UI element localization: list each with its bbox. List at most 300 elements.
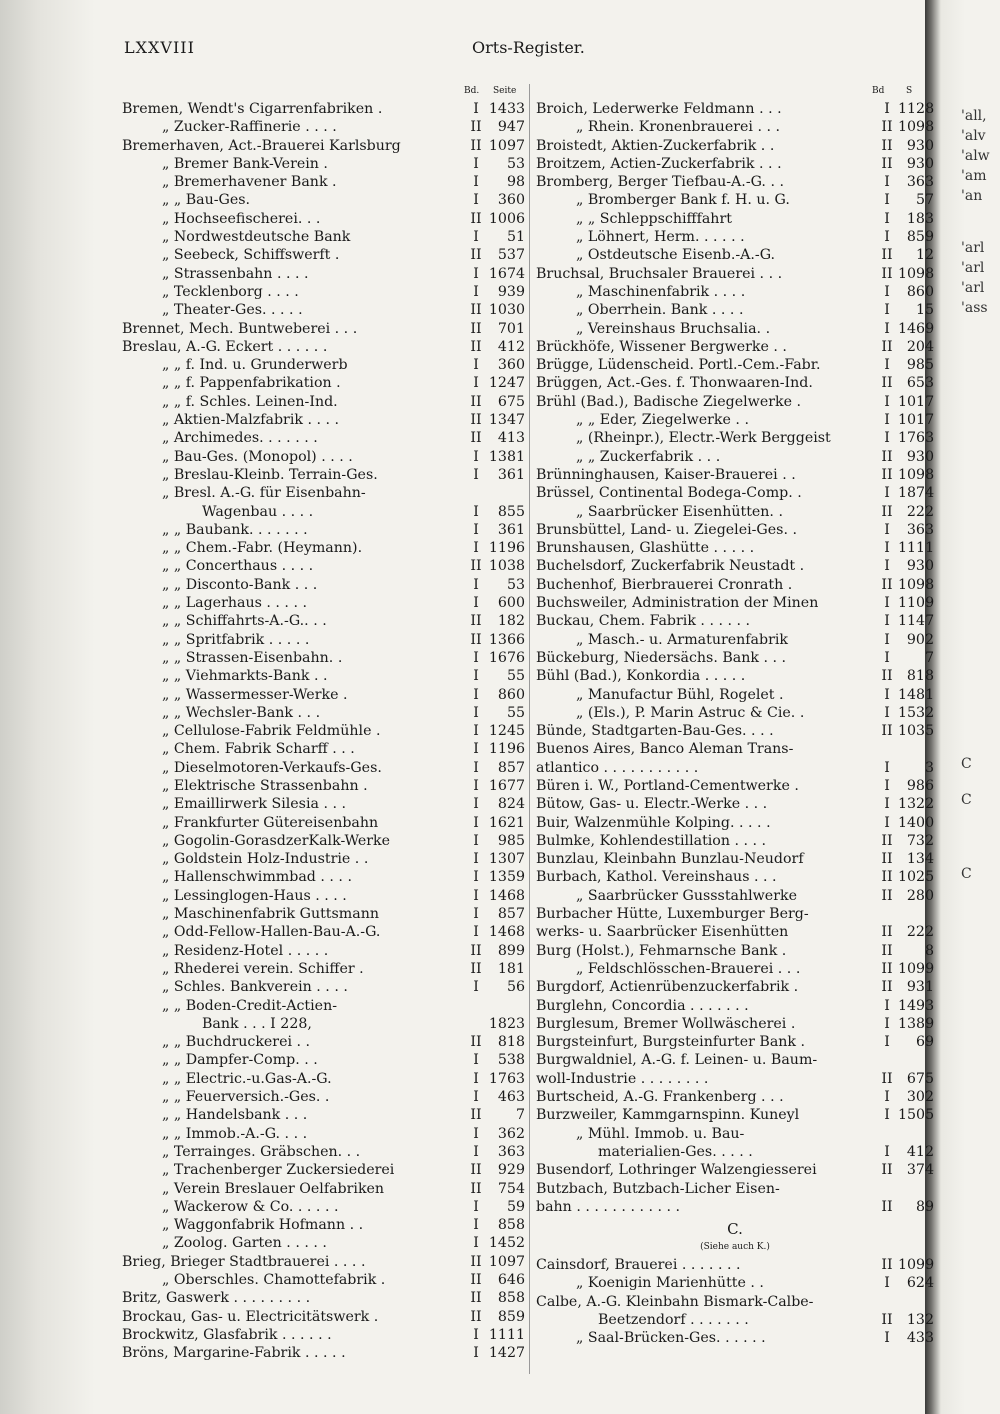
entry-volume: I <box>884 1107 890 1124</box>
facing-page-fragment: 'arl <box>961 240 985 256</box>
index-entry <box>122 1308 525 1326</box>
index-entry <box>122 594 525 612</box>
index-entry <box>536 374 934 392</box>
entry-volume: II <box>881 851 893 868</box>
entry-page: 56 <box>506 979 525 996</box>
index-entry <box>536 356 934 374</box>
entry-name: „ Rhein. Kronenbrauerei . . . <box>576 119 780 136</box>
entry-name: „ „ Lagerhaus . . . . . <box>162 595 307 612</box>
index-entry <box>536 667 934 685</box>
entry-name: „ „ Schiffahrts-A.-G.. . . <box>162 613 327 630</box>
entry-name: „ Bromberger Bank f. H. u. G. <box>576 192 790 209</box>
index-entry <box>122 1216 525 1234</box>
entry-volume: I <box>884 649 890 666</box>
entry-page: 1676 <box>488 649 525 666</box>
entry-page: 463 <box>497 1089 525 1106</box>
entry-name: Broitzem, Actien-Zuckerfabrik . . . <box>536 155 782 172</box>
index-entry <box>122 759 525 777</box>
index-entry <box>536 557 934 575</box>
entry-name: Burgwaldniel, A.-G. f. Leinen- u. Baum- <box>536 1052 818 1069</box>
index-entry <box>122 777 525 795</box>
entry-page: 1677 <box>488 777 525 794</box>
entry-name: „ Lessinglogen-Haus . . . . <box>162 887 347 904</box>
left-margin-shadow <box>0 0 95 1414</box>
entry-volume: II <box>470 1162 482 1179</box>
entry-page: 1366 <box>488 631 525 648</box>
entry-page: 1763 <box>898 430 935 447</box>
entry-name: „ „ Immob.-A.-G. . . . <box>162 1125 308 1142</box>
entry-name: Bruchsal, Bruchsaler Brauerei . . . <box>536 265 783 282</box>
entry-name: Breslau, A.-G. Eckert . . . . . . <box>122 338 328 355</box>
entry-page: 132 <box>906 1312 934 1328</box>
bd-header: Bd. <box>464 86 480 96</box>
seite-header-right: S <box>906 86 913 96</box>
index-entry <box>122 1070 525 1088</box>
entry-volume: I <box>473 704 479 721</box>
entry-page: 859 <box>497 1308 525 1325</box>
entry-page: 1347 <box>488 412 525 429</box>
index-entry <box>536 1088 934 1106</box>
index-entry <box>122 429 525 447</box>
entry-page: 3 <box>924 759 934 776</box>
entry-volume: II <box>470 960 482 977</box>
entry-volume: I <box>473 101 479 117</box>
entry-name: Buchenhof, Bierbrauerei Cronrath . <box>536 576 793 593</box>
index-entry <box>536 539 934 557</box>
facing-page-fragment: C <box>961 866 972 882</box>
entry-page: 1245 <box>488 723 525 740</box>
entry-name: Britz, Gaswerk . . . . . . . . . <box>122 1290 311 1307</box>
facing-page-edge <box>925 0 1000 1414</box>
index-entry <box>122 1125 525 1143</box>
bd-header-right: Bd <box>872 86 885 96</box>
entry-name: bahn . . . . . . . . . . . . <box>536 1198 681 1215</box>
entry-name: „ (Rheinpr.), Electr.-Werk Berggeist <box>576 430 831 447</box>
entry-name: „ Saarbrücker Eisenhütten. . <box>576 503 783 520</box>
entry-volume: II <box>881 137 893 154</box>
entry-volume: II <box>470 137 482 154</box>
entry-volume: I <box>473 777 479 794</box>
index-entry <box>122 320 525 338</box>
entry-volume: II <box>470 119 482 136</box>
index-entry <box>536 1256 934 1274</box>
entry-volume: II <box>470 1272 482 1288</box>
entry-page: 134 <box>906 851 934 868</box>
index-entry <box>536 795 934 813</box>
entry-name: „ Zucker-Raffinerie . . . . <box>162 119 337 136</box>
entry-page: 1111 <box>488 1326 525 1343</box>
index-entry <box>122 539 525 557</box>
entry-page: 824 <box>497 796 525 813</box>
entry-page: 754 <box>497 1180 525 1197</box>
entry-page: 818 <box>906 668 934 685</box>
index-entry <box>536 942 934 960</box>
entry-volume: II <box>470 942 482 959</box>
left-column <box>122 82 525 1362</box>
entry-volume: I <box>473 357 479 374</box>
entry-name: „ „ Electric.-u.Gas-A.-G. <box>162 1070 332 1087</box>
entry-volume: I <box>473 283 479 300</box>
index-entry <box>536 191 934 209</box>
entry-page: 857 <box>497 906 525 923</box>
entry-name: „ „ f. Schles. Leinen-Ind. <box>162 393 338 410</box>
entry-volume: II <box>881 960 893 977</box>
index-entry <box>536 923 934 941</box>
index-entry <box>122 557 525 575</box>
entry-name: „ Oberrhein. Bank . . . . <box>576 302 744 319</box>
index-entry <box>536 1180 934 1198</box>
entry-page: 1111 <box>898 540 935 557</box>
entry-page: 181 <box>497 960 525 977</box>
index-entry <box>122 1180 525 1198</box>
entry-volume: I <box>473 375 479 392</box>
entry-name: „ „ Disconto-Bank . . . <box>162 576 318 593</box>
entry-volume: I <box>884 320 890 337</box>
entry-volume: II <box>881 832 893 849</box>
entry-page: 360 <box>497 357 525 374</box>
entry-volume: I <box>473 576 479 593</box>
entry-name: „ „ Viehmarkts-Bank . . <box>162 668 328 685</box>
index-entry <box>122 887 525 905</box>
entry-page: 12 <box>915 247 934 264</box>
facing-page-fragment: 'arl <box>961 260 985 276</box>
index-entry <box>122 814 525 832</box>
entry-name: „ „ Baubank. . . . . . . <box>162 521 308 538</box>
entry-page: 732 <box>906 832 934 849</box>
column-divider <box>529 84 530 1374</box>
index-entry <box>536 1274 934 1292</box>
entry-volume: II <box>881 466 893 483</box>
index-entry <box>122 283 525 301</box>
entry-name: Burbach, Kathol. Vereinshaus . . . <box>536 869 777 886</box>
entry-volume: I <box>473 832 479 849</box>
index-entry <box>122 155 525 173</box>
entry-volume: II <box>470 558 482 575</box>
entry-page: 857 <box>497 759 525 776</box>
entry-volume: I <box>884 1330 890 1347</box>
entry-volume: I <box>473 723 479 740</box>
entry-name: Buenos Aires, Banco Aleman Trans- <box>536 741 794 758</box>
index-entry <box>536 283 934 301</box>
entry-page: 858 <box>497 1217 525 1234</box>
entry-page: 1505 <box>898 1107 935 1124</box>
entry-page: 1823 <box>488 1015 525 1032</box>
entry-name: „ „ Concerthaus . . . . <box>162 558 314 575</box>
entry-name: Brockau, Gas- u. Electricitätswerk . <box>122 1308 379 1325</box>
entry-name: „ Feldschlösschen-Brauerei . . . <box>576 960 801 977</box>
index-entry <box>122 521 525 539</box>
entry-page: 930 <box>906 448 934 465</box>
entry-volume: II <box>881 576 893 593</box>
entry-name: Brüggen, Act.-Ges. f. Thonwaaren-Ind. <box>536 375 813 392</box>
seite-header: Seite <box>493 86 517 96</box>
entry-page: 859 <box>906 229 934 246</box>
index-entry <box>536 301 934 319</box>
index-entry <box>536 118 934 136</box>
left-column-header <box>122 82 525 100</box>
entry-volume: I <box>884 777 890 794</box>
entry-page: 1469 <box>898 320 935 337</box>
entry-page: 1674 <box>488 265 525 282</box>
index-entry <box>536 411 934 429</box>
index-entry <box>122 1106 525 1124</box>
entry-name: „ „ Boden-Credit-Actien- <box>162 997 338 1014</box>
entry-page: 1468 <box>488 924 525 941</box>
entry-name: Burgdorf, Actienrübenzuckerfabrik . <box>536 979 799 996</box>
entry-page: 855 <box>497 503 525 520</box>
page-number: LXXVIII <box>124 38 195 57</box>
index-entry <box>122 850 525 868</box>
index-entry <box>122 1326 525 1344</box>
entry-volume: I <box>884 357 890 374</box>
entry-volume: II <box>470 1308 482 1325</box>
index-entry <box>122 503 525 521</box>
entry-volume: II <box>881 375 893 392</box>
entry-page: 1196 <box>488 741 525 758</box>
entry-name: „ Terrainges. Gräbschen. . . <box>162 1143 361 1160</box>
entry-volume: I <box>884 997 890 1014</box>
entry-page: 1025 <box>898 869 935 886</box>
entry-name: „ Bremerhavener Bank . <box>162 174 337 191</box>
entry-page: 1874 <box>898 485 935 502</box>
entry-page: 8 <box>924 942 934 959</box>
entry-page: 302 <box>906 1089 934 1106</box>
entry-page: 53 <box>506 576 525 593</box>
entry-page: 1017 <box>898 393 935 410</box>
entry-name: „ Bremer Bank-Verein . <box>162 155 328 172</box>
entry-volume: I <box>473 174 479 191</box>
entry-volume: II <box>470 1180 482 1197</box>
facing-page-fragment: C <box>961 756 972 772</box>
entry-page: 363 <box>906 521 934 538</box>
entry-volume: I <box>473 1143 479 1160</box>
entry-volume: II <box>470 1034 482 1051</box>
index-entry <box>122 997 525 1015</box>
entry-volume: I <box>884 631 890 648</box>
entry-volume: II <box>470 1107 482 1124</box>
index-entry <box>122 1051 525 1069</box>
entry-page: 7 <box>515 1107 525 1124</box>
entry-name: Brieg, Brieger Stadtbrauerei . . . . <box>122 1253 366 1270</box>
index-entry <box>536 960 934 978</box>
entry-volume: II <box>881 887 893 904</box>
entry-volume: I <box>473 741 479 758</box>
entry-volume: II <box>881 1198 893 1215</box>
entry-name: „ „ Wassermesser-Werke . <box>162 686 348 703</box>
entry-name: „ Archimedes. . . . . . . <box>162 430 318 447</box>
index-entry <box>536 429 934 447</box>
index-entry <box>122 631 525 649</box>
index-entry <box>122 191 525 209</box>
entry-name: Brunshausen, Glashütte . . . . . <box>536 540 755 557</box>
entry-page: 1196 <box>488 540 525 557</box>
entry-page: 1468 <box>488 887 525 904</box>
facing-page-fragment: 'an <box>961 188 983 204</box>
entry-volume: I <box>473 1089 479 1106</box>
index-entry <box>122 649 525 667</box>
entry-name: „ Saarbrücker Gussstahlwerke <box>576 887 797 904</box>
entry-name: Büren i. W., Portland-Cementwerke . <box>536 777 799 794</box>
index-entry <box>536 978 934 996</box>
entry-page: 1621 <box>488 814 525 831</box>
page-title: Orts-Register. <box>472 38 585 57</box>
entry-name: „ Nordwestdeutsche Bank <box>162 229 351 246</box>
entry-volume: I <box>473 1345 479 1362</box>
entry-page: 204 <box>906 338 934 355</box>
entry-page: 985 <box>906 357 934 374</box>
entry-page: 57 <box>915 192 934 209</box>
entry-page: 1099 <box>898 960 935 977</box>
entry-volume: I <box>473 229 479 246</box>
entry-page: 930 <box>906 558 934 575</box>
section-heading: C. <box>727 1220 743 1239</box>
entry-name: „ Masch.- u. Armaturenfabrik <box>576 631 788 648</box>
entry-page: 858 <box>497 1290 525 1307</box>
index-entry <box>536 868 934 886</box>
entry-volume: I <box>473 1235 479 1252</box>
entry-volume: I <box>884 229 890 246</box>
entry-name: Broistedt, Aktien-Zuckerfabrik . . <box>536 137 775 154</box>
entry-volume: II <box>881 448 893 465</box>
entry-volume: I <box>884 704 890 721</box>
entry-name: Buckau, Chem. Fabrik . . . . . . <box>536 613 751 630</box>
entry-volume: I <box>884 540 890 557</box>
entry-name: „ „ Zuckerfabrik . . . <box>576 448 721 465</box>
entry-name: Bröns, Margarine-Fabrik . . . . . <box>122 1345 346 1362</box>
index-entry <box>536 210 934 228</box>
index-entry <box>536 649 934 667</box>
entry-page: 1098 <box>898 466 935 483</box>
entry-page: 1322 <box>898 796 935 813</box>
entry-volume: II <box>881 1312 893 1328</box>
index-entry <box>122 1253 525 1271</box>
entry-page: 1427 <box>488 1345 525 1362</box>
index-entry <box>122 393 525 411</box>
index-entry <box>536 1143 934 1161</box>
entry-volume: I <box>473 448 479 465</box>
entry-name: „ Seebeck, Schiffswerft . <box>162 247 340 264</box>
entry-page: 1389 <box>898 1015 935 1032</box>
entry-volume: II <box>470 393 482 410</box>
index-entry <box>536 521 934 539</box>
entry-name: Buchelsdorf, Zuckerfabrik Neustadt . <box>536 558 805 575</box>
entry-name: „ Manufactur Bühl, Rogelet . <box>576 686 784 703</box>
entry-page: 1433 <box>488 101 525 117</box>
entry-page: 902 <box>906 631 934 648</box>
index-entry <box>122 1033 525 1051</box>
entry-page: 624 <box>906 1275 934 1292</box>
entry-page: 374 <box>906 1162 934 1179</box>
entry-name: „ „ Buchdruckerei . . <box>162 1034 311 1051</box>
entry-name: „ Frankfurter Gütereisenbahn <box>162 814 379 831</box>
entry-volume: II <box>881 668 893 685</box>
entry-name: „ Verein Breslauer Oelfabriken <box>162 1180 385 1197</box>
entry-name: „ Breslau-Kleinb. Terrain-Ges. <box>162 466 378 483</box>
entry-name: „ Schles. Bankverein . . . . <box>162 979 348 996</box>
entry-name: „ „ Bau-Ges. <box>162 192 251 209</box>
index-entry <box>536 686 934 704</box>
entry-name: Cainsdorf, Brauerei . . . . . . . <box>536 1257 741 1274</box>
index-entry <box>122 173 525 191</box>
entry-page: 860 <box>497 686 525 703</box>
entry-name: „ Hochseefischerei. . . <box>162 210 321 227</box>
entry-volume: I <box>473 668 479 685</box>
entry-name: Beetzendorf . . . . . . . <box>598 1312 749 1328</box>
entry-name: „ „ f. Ind. u. Grunderwerb <box>162 357 348 374</box>
entry-name: „ „ Handelsbank . . . <box>162 1107 308 1124</box>
entry-volume: I <box>473 1052 479 1069</box>
entry-volume: II <box>881 338 893 355</box>
entry-volume: II <box>881 979 893 996</box>
index-entry <box>536 265 934 283</box>
entry-name: Brockwitz, Glasfabrik . . . . . . <box>122 1326 332 1343</box>
entry-volume: II <box>881 942 893 959</box>
entry-volume: I <box>473 521 479 538</box>
entry-volume: I <box>473 192 479 209</box>
entry-name: Burglesum, Bremer Wollwäscherei . <box>536 1015 796 1032</box>
entry-name: Broich, Lederwerke Feldmann . . . <box>536 101 782 117</box>
entry-name: „ Bau-Ges. (Monopol) . . . . <box>162 448 353 465</box>
entry-volume: I <box>473 1125 479 1142</box>
entry-page: 1400 <box>898 814 935 831</box>
index-entry <box>122 338 525 356</box>
entry-page: 646 <box>497 1272 525 1288</box>
index-entry <box>122 923 525 941</box>
entry-page: 280 <box>906 887 934 904</box>
index-entry <box>536 905 934 923</box>
entry-name: „ „ Strassen-Eisenbahn. . <box>162 649 343 666</box>
entry-page: 1038 <box>488 558 525 575</box>
index-entry <box>536 850 934 868</box>
index-entry <box>122 374 525 392</box>
entry-name: Bückeburg, Niedersächs. Bank . . . <box>536 649 787 666</box>
index-entry <box>122 704 525 722</box>
entry-name: „ Dieselmotoren-Verkaufs-Ges. <box>162 759 382 776</box>
entry-name: Calbe, A.-G. Kleinbahn Bismark-Calbe- <box>536 1293 814 1310</box>
entry-page: 947 <box>497 119 525 136</box>
index-entry <box>536 448 934 466</box>
entry-name: „ Hallenschwimmbad . . . . <box>162 869 352 886</box>
right-column-header <box>536 82 934 100</box>
entry-name: „ „ Eder, Ziegelwerke . . <box>576 412 749 429</box>
entry-page: 182 <box>497 613 525 630</box>
entry-name: Bütow, Gas- u. Electr.-Werke . . . <box>536 796 768 813</box>
entry-page: 1097 <box>488 137 525 154</box>
index-entry <box>122 686 525 704</box>
entry-page: 55 <box>506 704 525 721</box>
entry-page: 1098 <box>898 265 935 282</box>
entry-volume: I <box>473 759 479 776</box>
entry-volume: II <box>470 631 482 648</box>
entry-name: Bremerhaven, Act.-Brauerei Karlsburg <box>122 137 401 154</box>
entry-name: Bulmke, Kohlendestillation . . . . <box>536 832 767 849</box>
entry-name: „ Cellulose-Fabrik Feldmühle . <box>162 723 381 740</box>
index-entry <box>536 1161 934 1179</box>
entry-page: 675 <box>497 393 525 410</box>
entry-volume: I <box>884 1275 890 1292</box>
entry-volume: I <box>473 814 479 831</box>
entry-name: Butzbach, Butzbach-Licher Eisen- <box>536 1180 780 1197</box>
index-entry <box>536 393 934 411</box>
index-entry <box>122 246 525 264</box>
facing-page-fragment: 'alv <box>961 128 986 144</box>
index-entry <box>536 137 934 155</box>
entry-page: 1763 <box>488 1070 525 1087</box>
entry-volume: I <box>884 796 890 813</box>
entry-volume: I <box>884 686 890 703</box>
entry-volume: II <box>881 119 893 136</box>
index-entry <box>536 722 934 740</box>
